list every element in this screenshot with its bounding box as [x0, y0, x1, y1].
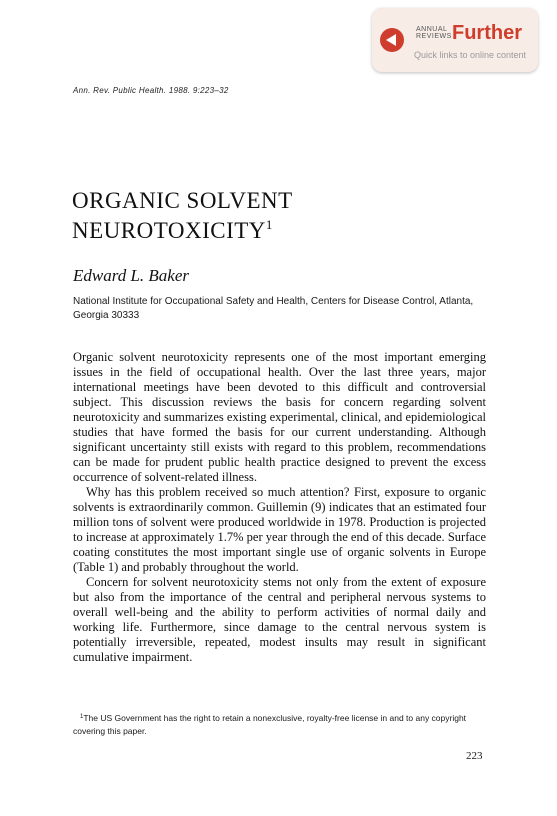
article-title — [72, 186, 472, 246]
author-name: Edward L. Baker — [73, 266, 190, 285]
footnote-mark: 1 — [80, 714, 84, 720]
back-arrow-icon — [380, 28, 404, 52]
footnote-text: The US Government has the right to retain a nonexclusive, royalty-free license in and to any copyright covering this paper. — [73, 713, 467, 736]
further-subtitle: Quick links to online content — [414, 50, 527, 60]
journal-citation: Ann. Rev. Public Health. 1988. 9:223–32 — [73, 86, 229, 95]
annual-reviews-logo — [416, 26, 452, 40]
page-number: 223 — [466, 750, 483, 762]
logo-line-2: REVIEWS — [416, 33, 452, 40]
logo-line-1: ANNUAL — [416, 26, 448, 33]
paragraph: Organic solvent neurotoxicity represents one of the most important emerging issues in the field of occupational health. Over the last three years, major international meetings have been devoted to this difficult and controversial subject. This discussion reviews the basis for concern regarding solvent neurotoxicity and summarizes existing experimental, clinical, and epidemiological studies that have formed the basis for our current understanding. Although significant uncertainty still exists with regard to this problem, recommendations can be made for prudent public health practice designed to prevent the excess occurrence of solvent-related illness. — [73, 350, 486, 484]
paragraph: Concern for solvent neurotoxicity stems not only from the extent of exposure but also from the importance of the central and peripheral nervous systems to overall well-being and the ability to perform activities of normal daily and working life. Furthermore, since damage to the central nervous system is potentially irreversible, repeated, modest insults may result in significant cumulative impairment. — [73, 575, 486, 664]
footnote — [73, 712, 486, 738]
title-line-2-text: NEUROTOXICITY — [72, 218, 266, 243]
title-line-2 — [72, 216, 472, 246]
annual-reviews-further-banner[interactable] — [372, 8, 538, 72]
author-affiliation: National Institute for Occupational Safety and Health, Centers for Disease Control, Atlanta, Georgia 30333 — [73, 296, 474, 321]
article-body — [73, 350, 486, 665]
further-title: Further — [452, 22, 522, 44]
title-footnote-mark: 1 — [265, 217, 273, 232]
paragraph: Why has this problem received so much attention? First, exposure to organic solvents is extraordinarily common. Guillemin (9) indicates that an estimated four million tons of solvent were produced worldwide in 1978. Production is projected to increase at approximately 1.7% per year through the end of this decade. Surface coating constitutes the most important single use of organic solvents in Europe (Table 1) and probably throughout the world. — [73, 485, 486, 574]
title-line-1: ORGANIC SOLVENT — [72, 188, 293, 213]
